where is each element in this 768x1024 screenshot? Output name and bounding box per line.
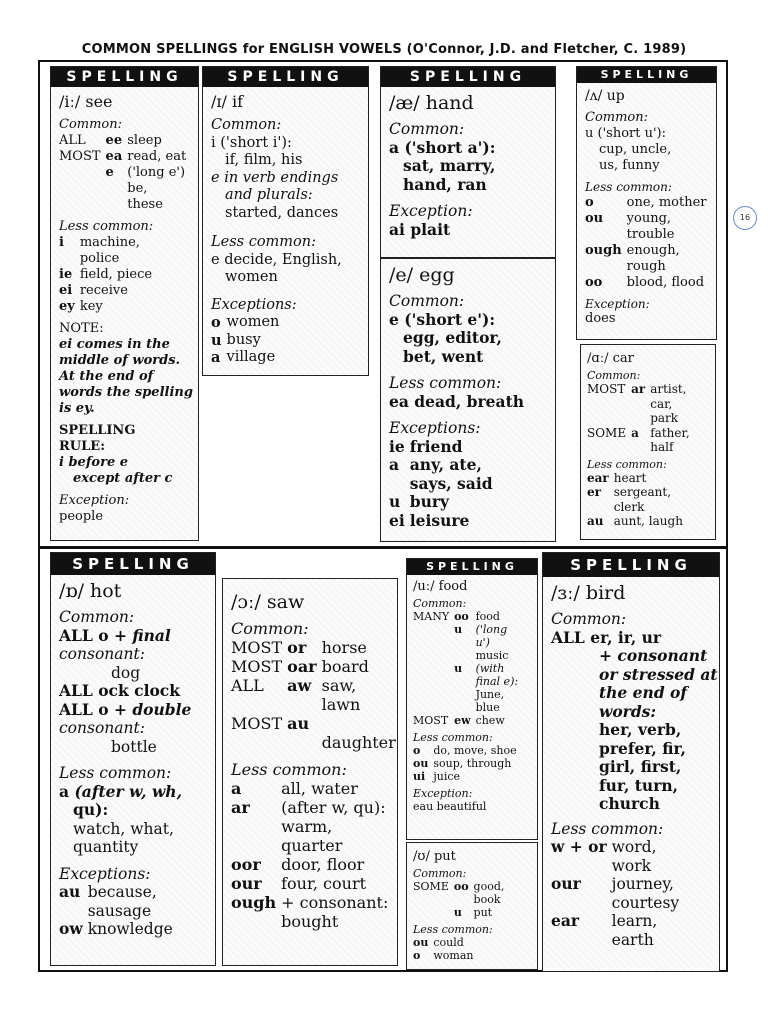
example-line: girl, first, (599, 757, 682, 776)
list-item: ou could (413, 936, 464, 949)
list-item: au aunt, laugh (587, 514, 683, 528)
common-label: Common: (211, 117, 282, 133)
card-see (50, 66, 199, 541)
exceptions-list (59, 883, 178, 939)
list-item: u busy (211, 331, 261, 349)
less-common-line: e decide, English, (211, 251, 342, 268)
note-line: ei comes in the (59, 337, 170, 352)
list-item: rough (626, 258, 666, 274)
less-common-line: women (225, 269, 278, 285)
less-common-label: Less common: (413, 731, 493, 744)
less-common-label: Less common: (551, 819, 664, 838)
common-label: Common: (551, 610, 627, 628)
less-common-label: Less common: (413, 923, 493, 936)
common-label: Common: (413, 867, 467, 880)
list-item: i machine, (59, 235, 140, 250)
example-line: quantity (73, 838, 139, 856)
list-item: ou soup, through (413, 757, 512, 770)
rule-line: a ('short a'): (389, 137, 496, 157)
rule-line: ALL o + double (59, 699, 192, 719)
sound-label: /ɜː/ bird (551, 582, 626, 604)
rule-line: + consonant (599, 646, 708, 665)
example-line: prefer, fir, (599, 738, 686, 758)
list-item: ie field, piece (59, 267, 153, 282)
less-common-label: Less common: (587, 457, 667, 471)
list-item: a all, water (231, 779, 358, 798)
list-item: ou young, (585, 210, 672, 226)
card-hand (380, 66, 556, 258)
common-list (413, 610, 523, 727)
card-car (580, 344, 716, 540)
list-item: ui juice (413, 770, 461, 783)
example-line: bottle (111, 737, 157, 756)
list-item: SOME oo good, (413, 880, 505, 893)
spelling-header: SPELLING (51, 67, 198, 87)
list-item: warm, (281, 817, 333, 836)
rule-line: words: (599, 701, 657, 721)
common-list (587, 382, 695, 455)
list-item: ie friend (389, 436, 463, 456)
list-item: daughter (321, 733, 396, 752)
less-common-list (413, 744, 522, 783)
exceptions-label: Exceptions: (59, 864, 151, 883)
note-line: is ey. (59, 401, 95, 416)
list-item: MOST ew chew (413, 714, 505, 727)
note-label: NOTE: (59, 321, 104, 336)
less-common-list (551, 838, 684, 949)
exception-text: does (585, 311, 616, 326)
exceptions-list (211, 314, 284, 367)
list-item: w + or word, (551, 837, 657, 856)
less-common-list (413, 936, 478, 962)
exception-label: Exception: (585, 296, 650, 311)
common-label: Common: (413, 597, 467, 610)
common-label: Common: (389, 292, 465, 310)
less-common-label: Less common: (585, 180, 672, 194)
example-line: church (599, 794, 660, 813)
list-item: park (650, 411, 679, 425)
list-item: ei leisure (389, 510, 470, 530)
page-number-badge: 16 (733, 206, 757, 230)
sound-label: /ɑː/ car (587, 351, 634, 366)
card-if (202, 66, 369, 376)
rule-line: e in verb endings (211, 169, 339, 186)
common-list (59, 133, 191, 213)
section-divider (40, 546, 726, 549)
common-label: Common: (231, 619, 309, 638)
list-item: courtesy (611, 893, 680, 912)
rule-line: the end of (599, 683, 688, 702)
rule-line: i before e (59, 455, 129, 470)
list-item: u (with (454, 662, 505, 675)
spelling-header: SPELLING (381, 67, 555, 87)
list-item: ey key (59, 299, 103, 314)
exceptions-list (389, 438, 498, 531)
list-item: MOST oar board (231, 657, 369, 676)
card-bird (542, 552, 720, 972)
rule-label: SPELLING (59, 423, 136, 438)
list-item: er sergeant, (587, 485, 672, 499)
list-item: oo blood, flood (585, 274, 705, 290)
list-item: police (79, 251, 120, 266)
example-line: bet, went (403, 346, 484, 366)
exceptions-label: Exceptions: (211, 296, 297, 313)
list-item: MOST ar artist, (587, 382, 687, 396)
list-item: u') (475, 636, 490, 649)
rule-label: RULE: (59, 439, 105, 454)
sound-label: /ʊ/ put (413, 849, 456, 864)
sound-label: /ɪ/ if (211, 92, 244, 111)
sound-label: /iː/ see (59, 92, 113, 111)
less-common-list (59, 235, 157, 315)
list-item: MOST au (231, 714, 310, 733)
less-common-list (585, 195, 712, 291)
less-common-label: Less common: (389, 374, 502, 392)
common-label: Common: (389, 120, 465, 138)
list-item: MANY oo food (413, 610, 500, 623)
list-item: June, (475, 688, 505, 701)
rule-line: e ('short e'): (389, 309, 496, 329)
example-line: if, film, his (225, 152, 303, 168)
list-item: earth (611, 930, 654, 949)
rule-line: ALL o + final (59, 625, 171, 645)
rule-line: and plurals: (225, 187, 313, 203)
card-egg (380, 258, 556, 542)
note-line: middle of words. (59, 353, 181, 368)
rule-line: u ('short u'): (585, 126, 666, 141)
list-item: MOST or horse (231, 638, 367, 657)
spelling-header: SPELLING (407, 559, 537, 575)
card-saw (222, 578, 398, 966)
list-item: ALL aw saw, (231, 676, 357, 695)
list-item: oor door, floor (231, 855, 365, 874)
sound-label: /æ/ hand (389, 92, 474, 114)
sound-label: /e/ egg (389, 264, 455, 286)
list-item: ei receive (59, 283, 128, 298)
exception-label: Exception: (413, 787, 473, 800)
list-item: ear heart (587, 470, 647, 485)
rule-line: ALL er, ir, ur (551, 627, 662, 647)
example-line: sat, marry, (403, 156, 496, 175)
list-item: blue (475, 701, 500, 714)
spelling-header: SPELLING (577, 67, 716, 83)
exception-text: people (59, 509, 104, 524)
rule-line: i ('short i'): (211, 134, 292, 151)
sound-label: /uː/ food (413, 579, 468, 594)
example-line: cup, uncle, (599, 142, 672, 157)
list-item: u put (453, 906, 493, 919)
list-item: book (473, 893, 501, 906)
example-line: started, dances (225, 204, 339, 221)
list-item: o women (211, 314, 280, 331)
example-line: fur, turn, (599, 775, 679, 795)
card-food (406, 558, 538, 840)
list-item: our journey, (551, 874, 674, 893)
rule-line: or stressed at (599, 664, 718, 684)
rule-line: consonant: (59, 645, 145, 663)
spelling-header: SPELLING (51, 553, 215, 575)
common-label: Common: (59, 608, 135, 626)
example-line: us, funny (599, 158, 660, 173)
list-item: trouble (626, 226, 675, 242)
exceptions-label: Exceptions: (389, 419, 481, 437)
list-item: quarter (281, 836, 343, 855)
list-item: o do, move, shoe (413, 744, 517, 757)
card-up (576, 66, 717, 340)
card-hot (50, 552, 216, 966)
exception-label: Exception: (389, 202, 473, 220)
rule-line: qu): (73, 800, 109, 819)
sound-label: /ʌ/ up (585, 88, 625, 104)
note-line: At the end of (59, 369, 154, 384)
less-common-line: ea dead, breath (389, 391, 525, 411)
list-item: ow knowledge (59, 919, 173, 938)
list-item: sausage (87, 901, 152, 920)
common-label: Common: (587, 369, 641, 382)
sound-label: /ɔː/ saw (231, 591, 305, 613)
exception-label: Exception: (59, 493, 130, 508)
example-line: her, verb, (599, 720, 682, 739)
less-common-list (587, 471, 688, 529)
list-item: ear learn, (551, 911, 658, 930)
list-item: a any, ate, (389, 455, 482, 474)
list-item: e ('long e') (105, 165, 186, 180)
common-list (413, 880, 509, 919)
spelling-header: SPELLING (543, 553, 719, 577)
rule-line: ALL ock clock (59, 681, 180, 700)
less-common-label: Less common: (231, 760, 347, 779)
list-item: ough + consonant: (231, 893, 389, 912)
list-item: bought (281, 912, 339, 931)
spelling-header: SPELLING (203, 67, 368, 87)
list-item: u ('long (454, 623, 508, 636)
list-item: ar (after w, qu): (231, 798, 386, 817)
note-line: words the spelling (59, 385, 193, 400)
example-line: dog (111, 663, 141, 682)
list-item: be, (127, 181, 148, 196)
list-item: work (611, 856, 652, 875)
rule-line: consonant: (59, 719, 145, 737)
rule-line: except after c (73, 471, 173, 486)
list-item: car, (650, 396, 673, 411)
common-label: Common: (585, 110, 649, 125)
exception-text: ai plait (389, 219, 451, 239)
list-item: u bury (389, 492, 450, 511)
list-item: music (475, 649, 509, 662)
less-common-label: Less common: (59, 219, 154, 234)
list-item: final e): (475, 675, 519, 688)
sound-label: /ɒ/ hot (59, 580, 122, 602)
example-line: egg, editor, (403, 328, 502, 347)
less-common-list (231, 779, 393, 931)
page-title: COMMON SPELLINGS for ENGLISH VOWELS (O'Connor, J.D. and Fletcher, C. 1989) (81, 42, 687, 57)
card-put (406, 842, 538, 970)
list-item: o one, mother (585, 194, 707, 210)
exception-text: eau beautiful (413, 800, 487, 813)
list-item: clerk (613, 499, 645, 514)
common-list (231, 638, 398, 752)
less-common-label: Less common: (211, 234, 317, 250)
rule-line: a (after w, wh, (59, 781, 182, 801)
list-item: says, said (409, 473, 493, 493)
list-item: our four, court (231, 874, 367, 893)
common-label: Common: (59, 117, 123, 132)
list-item: o woman (413, 949, 474, 962)
example-line: watch, what, (73, 819, 174, 838)
list-item: MOST ea read, eat (59, 149, 187, 164)
list-item: lawn (321, 695, 361, 714)
list-item: ough enough, (585, 242, 680, 258)
example-line: hand, ran (403, 174, 487, 194)
list-item: half (650, 440, 674, 454)
list-item: ALL ee sleep (59, 133, 162, 148)
list-item: SOME a father, (587, 425, 690, 440)
list-item: a village (211, 349, 276, 366)
list-item: these (127, 197, 163, 212)
less-common-label: Less common: (59, 764, 172, 782)
list-item: au because, (59, 882, 157, 901)
